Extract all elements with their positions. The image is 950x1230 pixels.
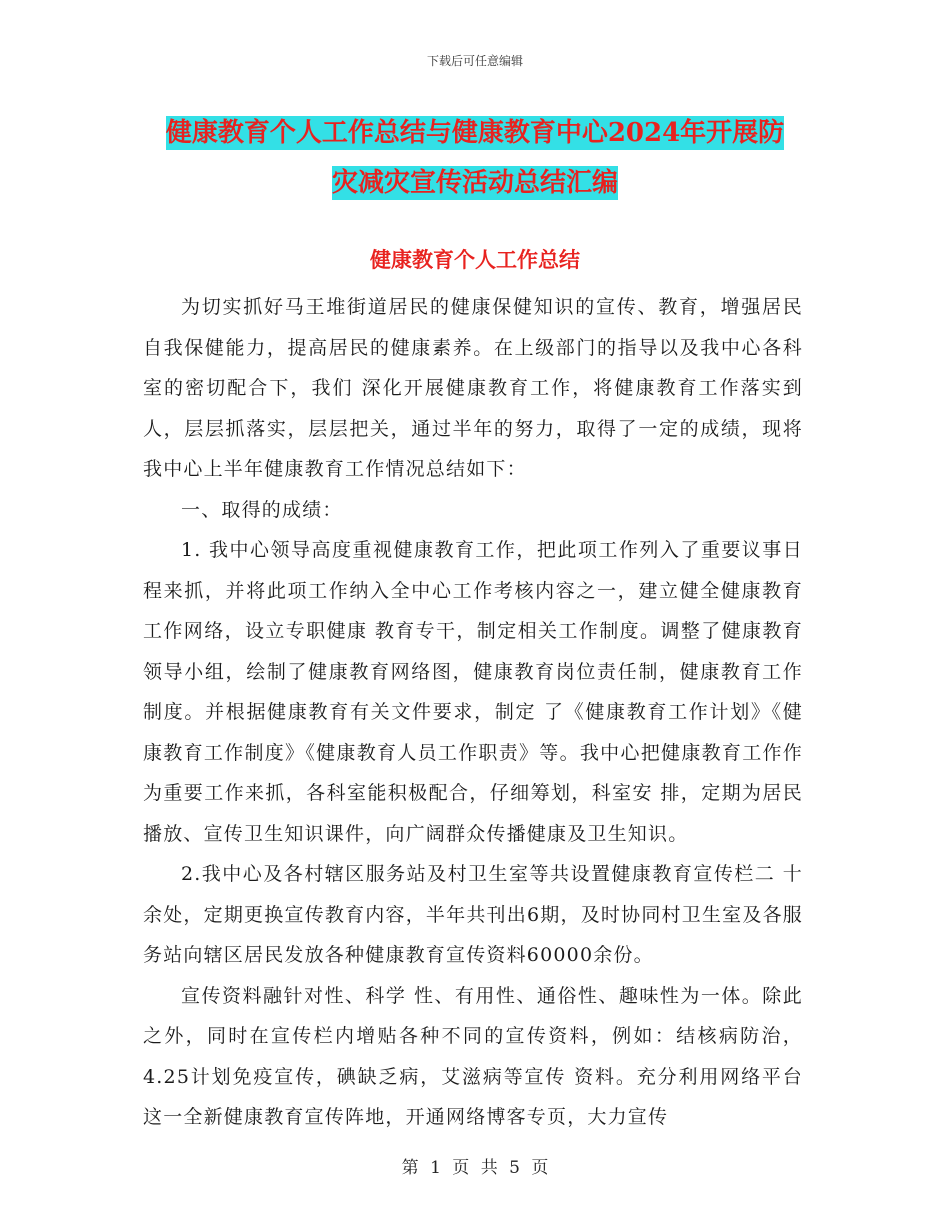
document-body	[143, 287, 803, 1138]
body-paragraph-4: 2.我中心及各村辖区服务站及村卫生室等共设置健康教育宣传栏二 十余处，定期更换宣传教育内容，半年共刊出6期，及时协同村卫生室及各服务站向辖区居民发放各种健康教育宣传资料60000余份。	[143, 863, 803, 966]
title-highlight-2: 灾减灾宣传活动总结汇编	[331, 168, 618, 198]
body-paragraph-5: 宣传资料融针对性、科学 性、有用性、通俗性、趣味性为一体。除此之外，同时在宣传栏内增贴各种不同的宣传资料，例如：结核病防治，4.25计划免疫宣传，碘缺乏病，艾滋病等宣传 资料。充分利用网络平台这一全新健康教育宣传阵地，开通网络博客专页，大力宣传	[143, 984, 803, 1128]
section-title: 健康教育个人工作总结	[370, 247, 580, 272]
document-title-line-2	[0, 158, 950, 208]
page-footer-indicator: 第 1 页 共 5 页	[401, 1158, 549, 1178]
document-title	[0, 108, 950, 208]
title-highlight-1: 健康教育个人工作总结与健康教育中心2024年开展防	[165, 118, 785, 148]
body-paragraph-2: 一、取得的成绩：	[181, 498, 343, 521]
body-paragraph-3: 1. 我中心领导高度重视健康教育工作，把此项工作列入了重要议事日程来抓，并将此项工作纳入全中心工作考核内容之一，建立健全健康教育工作网络，设立专职健康 教育专干，制定相关工作制度。调整了健康教育领导小组，绘制了健康教育网络图，健康教育岗位责任制，健康教育工作制度。并根据健康教育有关文件要求，制定 了《健康教育工作计划》《健康教育工作制度》《健康教育人员工作职责》等。我中心把健康教育工作作为重要工作来抓，各科室能积极配合，仔细筹划，科室安 排，定期为居民播放、宣传卫生知识课件，向广阔群众传播健康及卫生知识。	[143, 539, 803, 845]
body-paragraph-1: 为切实抓好马王堆街道居民的健康保健知识的宣传、教育，增强居民自我保健能力，提高居民的健康素养。在上级部门的指导以及我中心各科室的密切配合下，我们 深化开展健康教育工作，将健康教育工作落实到人，层层抓落实，层层把关，通过半年的努力，取得了一定的成绩，现将我中心上半年健康教育工作情况总结如下：	[143, 296, 803, 480]
document-title-line-1	[0, 108, 950, 158]
page-header-note: 下载后可任意编辑	[426, 54, 523, 68]
